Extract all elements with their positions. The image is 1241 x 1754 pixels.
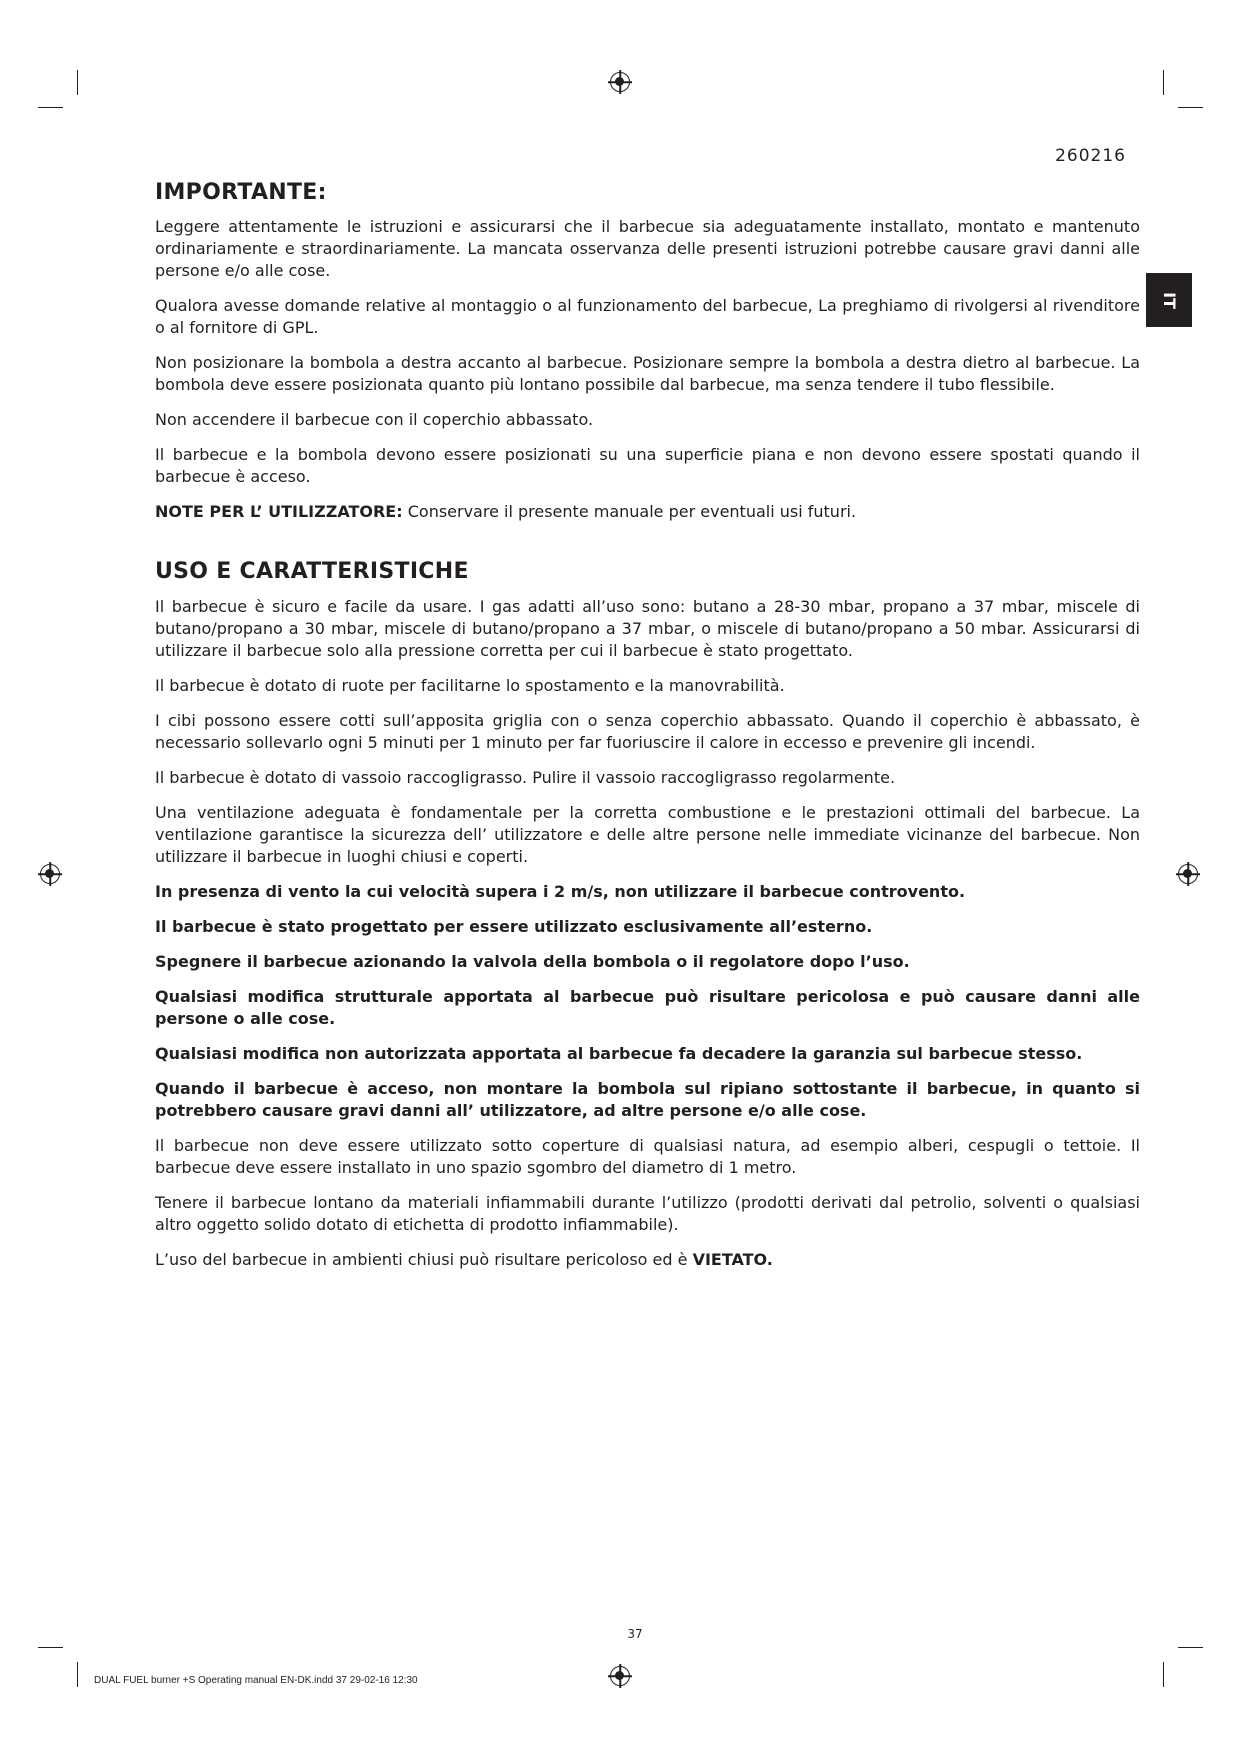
uso-paragraph: Il barbecue è dotato di vassoio raccogligrasso. Pulire il vassoio raccogligrasso regolarmente. (155, 767, 896, 787)
uso-paragraph: I cibi possono essere cotti sull’apposita griglia con o senza coperchio abbassato. Quando il coperchio è abbassato, è necessario sollevarlo ogni 5 minuti per 1 minuto per far fuoriuscire il calore in eccesso e prevenire gli incendi. (155, 710, 1140, 752)
heading-importante: IMPORTANTE: (155, 180, 327, 205)
warning-paragraph: Spegnere il barbecue azionando la valvola della bombola o il regolatore dopo l’uso. (155, 951, 910, 971)
crop-mark-top-left-v (77, 70, 78, 95)
uso-paragraph: Tenere il barbecue lontano da materiali infiammabili durante l’utilizzo (prodotti derivati dal petrolio, solventi o qualsiasi altro oggetto solido dotato di etichetta di prodotto infiammabile). (155, 1192, 1140, 1234)
registration-mark-bottom-icon (610, 1666, 630, 1686)
page-number: 37 (627, 1627, 643, 1641)
uso-paragraph: Il barbecue è dotato di ruote per facilitarne lo spostamento e la manovrabilità. (155, 675, 785, 695)
importante-paragraph: Leggere attentamente le istruzioni e assicurarsi che il barbecue sia adeguatamente installato, montato e mantenuto ordinariamente e straordinariamente. La mancata osservanza delle presenti istruzioni potrebbe causare gravi danni alle persone e/o alle cose. (155, 217, 1140, 281)
importante-paragraph: Non posizionare la bombola a destra accanto al barbecue. Posizionare sempre la bombola a destra dietro al barbecue. La bombola deve essere posizionata quanto più lontano possibile dal barbecue, ma senza tendere il tubo flessibile. (155, 353, 1140, 395)
registration-mark-right-icon (1178, 864, 1198, 884)
uso-paragraph: Una ventilazione adeguata è fondamentale per la corretta combustione e le prestazioni ottimali del barbecue. La ventilazione garantisce la sicurezza dell’ utilizzatore e delle altre persone nelle immediate vicinanze del barbecue. Non utilizzare il barbecue in luoghi chiusi e coperti. (155, 802, 1140, 866)
crop-mark-top-right-h (1178, 107, 1203, 108)
vietato-label: VIETATO. (692, 1249, 773, 1269)
importante-paragraph: Qualora avesse domande relative al montaggio o al funzionamento del barbecue, La preghiamo di rivolgersi al rivenditore o al fornitore di GPL. (155, 296, 1140, 338)
crop-mark-bottom-right-h (1178, 1647, 1203, 1648)
document-code: 260216 (1055, 146, 1126, 166)
crop-mark-bottom-left-h (38, 1647, 63, 1648)
user-note-label: NOTE PER L’ UTILIZZATORE: (155, 502, 403, 522)
uso-paragraph: Il barbecue è sicuro e facile da usare. I gas adatti all’uso sono: butano a 28-30 mbar, propano a 37 mbar, miscele di butano/propano a 30 mbar, miscele di butano/propano a 37 mbar, o miscele di butano/propano a 50 mbar. Assicurarsi di utilizzare il barbecue solo alla pressione corretta per cui il barbecue è stato progettato. (155, 596, 1140, 660)
warning-paragraph: Qualsiasi modifica strutturale apportata al barbecue può risultare pericolosa e può causare danni alle persone o alle cose. (155, 986, 1140, 1028)
warning-paragraph: In presenza di vento la cui velocità supera i 2 m/s, non utilizzare il barbecue controvento. (155, 881, 966, 901)
heading-uso-caratteristiche: USO E CARATTERISTICHE (155, 559, 469, 585)
crop-mark-top-right-v (1163, 70, 1164, 95)
closed-environment-paragraph (155, 1249, 1140, 1271)
language-tab (1146, 273, 1192, 327)
warning-paragraph: Qualsiasi modifica non autorizzata apportata al barbecue fa decadere la garanzia sul barbecue stesso. (155, 1043, 1083, 1063)
warning-paragraph: Quando il barbecue è acceso, non montare la bombola sul ripiano sottostante il barbecue, in quanto si potrebbero causare gravi danni all’ utilizzatore, ad altre persone e/o alle cose. (155, 1078, 1140, 1120)
uso-paragraph: Il barbecue non deve essere utilizzato sotto coperture di qualsiasi natura, ad esempio alberi, cespugli o tettoie. Il barbecue deve essere installato in uno spazio sgombro del diametro di 1 metro. (155, 1135, 1140, 1177)
user-note (155, 501, 1140, 523)
crop-mark-top-left-h (38, 107, 63, 108)
user-note-text: Conservare il presente manuale per eventuali usi futuri. (402, 502, 857, 522)
language-tab-label: IT (1159, 291, 1179, 309)
crop-mark-bottom-right-v (1163, 1662, 1164, 1687)
closed-environment-text: L’uso del barbecue in ambienti chiusi può risultare pericoloso ed è (155, 1249, 693, 1269)
registration-mark-left-icon (40, 864, 60, 884)
print-slug: DUAL FUEL burner +S Operating manual EN-DK.indd 37 29-02-16 12:30 (94, 1675, 418, 1686)
crop-mark-bottom-left-v (77, 1662, 78, 1687)
page-content (155, 180, 1140, 1284)
importante-paragraph: Non accendere il barbecue con il coperchio abbassato. (155, 410, 594, 430)
registration-mark-top-icon (610, 72, 630, 92)
importante-paragraph: Il barbecue e la bombola devono essere posizionati su una superficie piana e non devono essere spostati quando il barbecue è acceso. (155, 445, 1140, 487)
warning-paragraph: Il barbecue è stato progettato per essere utilizzato esclusivamente all’esterno. (155, 916, 873, 936)
